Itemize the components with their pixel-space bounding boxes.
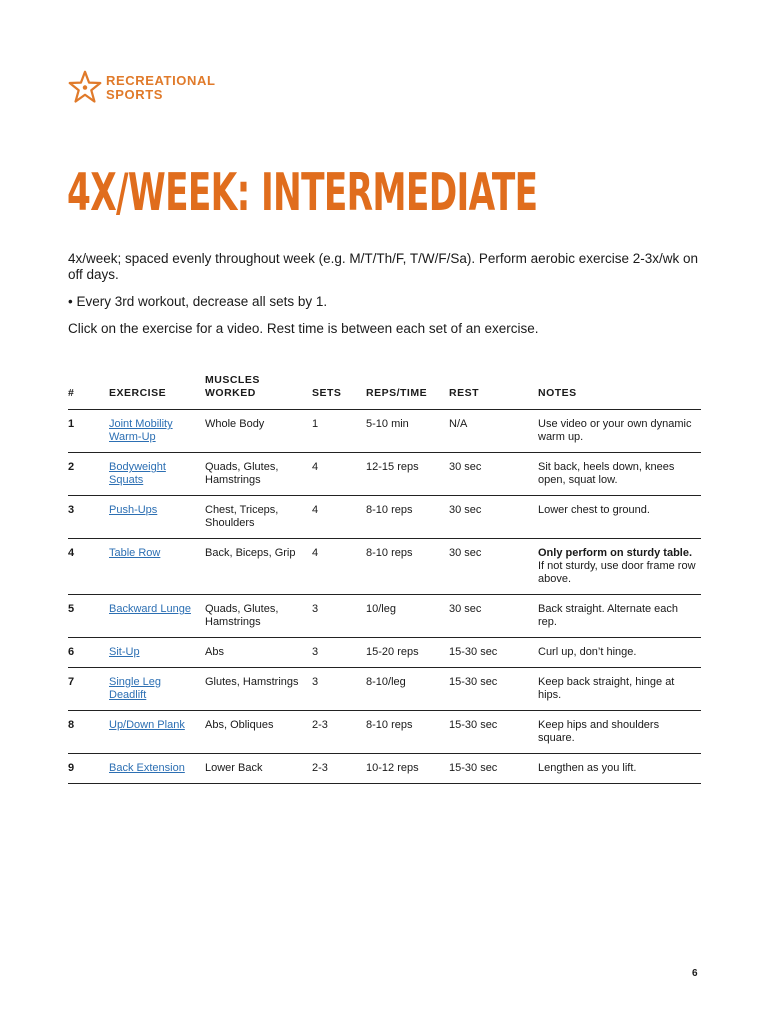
notes-warning: Only perform on sturdy table. xyxy=(538,547,693,559)
reps-time: 10-12 reps xyxy=(366,754,449,784)
rest: 15-30 sec xyxy=(449,754,538,784)
table-row xyxy=(68,595,701,638)
intro-instruction: Click on the exercise for a video. Rest time is between each set of an exercise. xyxy=(68,321,539,336)
rest: 30 sec xyxy=(449,595,538,638)
exercise-cell xyxy=(109,496,205,539)
notes-text: Sit back, heels down, knees open, squat low. xyxy=(538,461,675,486)
page-number: 6 xyxy=(692,968,698,979)
row-number: 1 xyxy=(68,410,109,453)
row-number: 7 xyxy=(68,668,109,711)
header-number: # xyxy=(68,374,109,410)
workout-table xyxy=(68,374,701,784)
notes-text: Back straight. Alternate each rep. xyxy=(538,603,679,628)
row-number: 2 xyxy=(68,453,109,496)
rest: 15-30 sec xyxy=(449,638,538,668)
page-title: 4X/WEEK: INTERMEDIATE xyxy=(67,163,538,223)
exercise-video-link[interactable]: Back Extension xyxy=(109,762,185,774)
rest: 15-30 sec xyxy=(449,711,538,754)
star-logo-icon xyxy=(67,70,103,106)
table-header-row xyxy=(68,374,701,410)
reps-time: 15-20 reps xyxy=(366,638,449,668)
muscles-worked: Abs, Obliques xyxy=(205,711,312,754)
row-number: 3 xyxy=(68,496,109,539)
notes-text: Keep hips and shoulders square. xyxy=(538,719,660,744)
notes-text: Curl up, don’t hinge. xyxy=(538,646,637,658)
muscles-worked: Lower Back xyxy=(205,754,312,784)
sets: 2-3 xyxy=(312,711,366,754)
header-muscles-worked: MUSCLES WORKED xyxy=(205,374,312,410)
table-row xyxy=(68,496,701,539)
muscles-worked: Back, Biceps, Grip xyxy=(205,539,312,595)
exercise-cell xyxy=(109,410,205,453)
reps-time: 8-10/leg xyxy=(366,668,449,711)
header-sets: SETS xyxy=(312,374,366,410)
exercise-video-link[interactable]: Table Row xyxy=(109,547,161,559)
sets: 4 xyxy=(312,453,366,496)
row-number: 5 xyxy=(68,595,109,638)
reps-time: 10/leg xyxy=(366,595,449,638)
header-reps-time: REPS/TIME xyxy=(366,374,449,410)
exercise-video-link[interactable]: Sit-Up xyxy=(109,646,140,658)
intro-text xyxy=(68,251,708,348)
muscles-worked: Chest, Triceps, Shoulders xyxy=(205,496,312,539)
row-number: 4 xyxy=(68,539,109,595)
notes-cell xyxy=(538,638,701,668)
table-row xyxy=(68,453,701,496)
notes-text: Lengthen as you lift. xyxy=(538,762,637,774)
exercise-video-link[interactable]: Up/Down Plank xyxy=(109,719,185,731)
rest: 30 sec xyxy=(449,453,538,496)
row-number: 8 xyxy=(68,711,109,754)
muscles-worked: Abs xyxy=(205,638,312,668)
notes-cell xyxy=(538,711,701,754)
sets: 3 xyxy=(312,595,366,638)
exercise-cell xyxy=(109,539,205,595)
notes-cell xyxy=(538,595,701,638)
exercise-cell xyxy=(109,754,205,784)
notes-cell xyxy=(538,668,701,711)
sets: 3 xyxy=(312,638,366,668)
notes-text: If not sturdy, use door frame row above. xyxy=(538,560,696,585)
table-row xyxy=(68,410,701,453)
table-row xyxy=(68,539,701,595)
row-number: 9 xyxy=(68,754,109,784)
intro-bullet: • Every 3rd workout, decrease all sets by 1. xyxy=(68,294,328,309)
rest: 30 sec xyxy=(449,496,538,539)
brand-logo xyxy=(67,70,216,106)
sets: 2-3 xyxy=(312,754,366,784)
exercise-cell xyxy=(109,668,205,711)
header-exercise: EXERCISE xyxy=(109,374,205,410)
exercise-cell xyxy=(109,711,205,754)
exercise-cell xyxy=(109,638,205,668)
exercise-video-link[interactable]: Joint Mobility Warm-Up xyxy=(109,418,173,443)
rest: 15-30 sec xyxy=(449,668,538,711)
reps-time: 8-10 reps xyxy=(366,711,449,754)
header-notes: NOTES xyxy=(538,374,701,410)
sets: 1 xyxy=(312,410,366,453)
sets: 4 xyxy=(312,496,366,539)
intro-paragraph: 4x/week; spaced evenly throughout week (e.g. M/T/Th/F, T/W/F/Sa). Perform aerobic exercise 2-3x/wk on off days. xyxy=(68,251,699,282)
exercise-cell xyxy=(109,595,205,638)
exercise-video-link[interactable]: Push-Ups xyxy=(109,504,158,516)
sets: 4 xyxy=(312,539,366,595)
muscles-worked: Quads, Glutes, Hamstrings xyxy=(205,453,312,496)
sets: 3 xyxy=(312,668,366,711)
table-row xyxy=(68,638,701,668)
exercise-video-link[interactable]: Bodyweight Squats xyxy=(109,461,166,486)
exercise-video-link[interactable]: Backward Lunge xyxy=(109,603,191,615)
reps-time: 8-10 reps xyxy=(366,496,449,539)
table-row xyxy=(68,754,701,784)
reps-time: 8-10 reps xyxy=(366,539,449,595)
notes-cell xyxy=(538,754,701,784)
muscles-worked: Whole Body xyxy=(205,410,312,453)
muscles-worked: Quads, Glutes, Hamstrings xyxy=(205,595,312,638)
notes-cell xyxy=(538,453,701,496)
exercise-cell xyxy=(109,453,205,496)
notes-text: Keep back straight, hinge at hips. xyxy=(538,676,675,701)
header-rest: REST xyxy=(449,374,538,410)
table-row xyxy=(68,668,701,711)
rest: N/A xyxy=(449,410,538,453)
brand-name xyxy=(106,74,216,102)
notes-cell xyxy=(538,496,701,539)
notes-text: Use video or your own dynamic warm up. xyxy=(538,418,692,443)
brand-line-1: RECREATIONAL xyxy=(106,73,216,88)
table-row xyxy=(68,711,701,754)
muscles-worked: Glutes, Hamstrings xyxy=(205,668,312,711)
brand-line-2: SPORTS xyxy=(106,87,164,102)
notes-cell xyxy=(538,410,701,453)
reps-time: 5-10 min xyxy=(366,410,449,453)
row-number: 6 xyxy=(68,638,109,668)
notes-cell xyxy=(538,539,701,595)
reps-time: 12-15 reps xyxy=(366,453,449,496)
exercise-video-link[interactable]: Single Leg Deadlift xyxy=(109,676,161,701)
rest: 30 sec xyxy=(449,539,538,595)
notes-text: Lower chest to ground. xyxy=(538,504,650,516)
